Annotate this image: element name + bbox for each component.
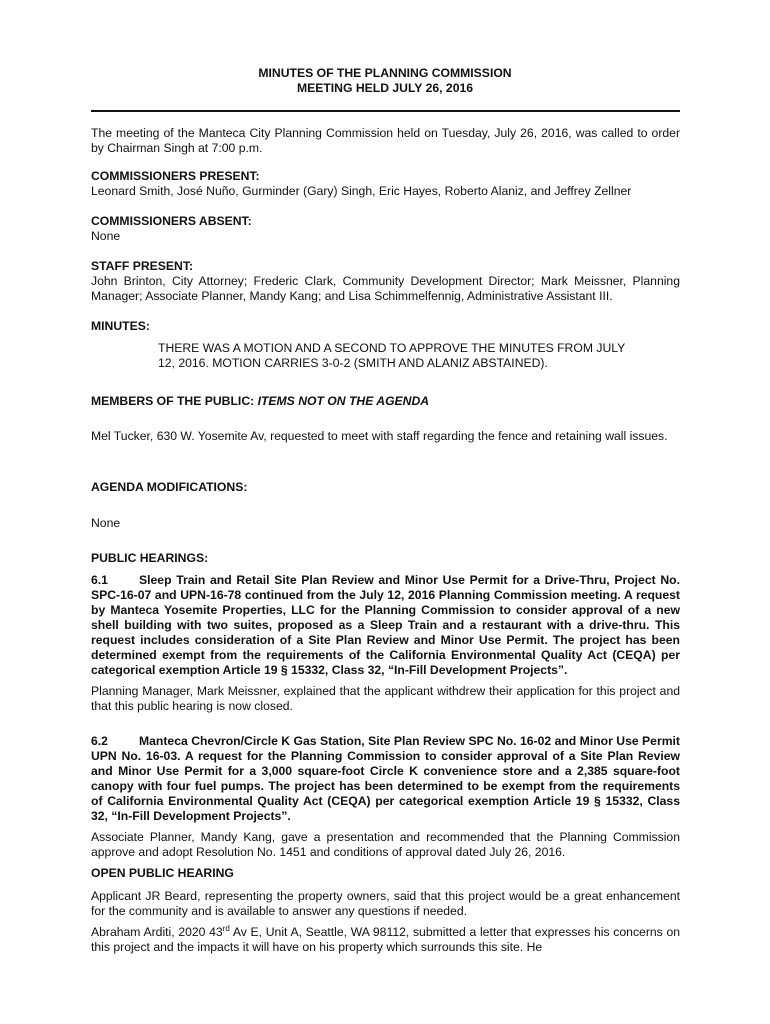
commissioners-absent-heading: COMMISSIONERS ABSENT: — [91, 214, 252, 228]
hearing-item-number: 6.1 — [91, 573, 108, 587]
paragraph-text: Av E, Unit A, Seattle, WA 98112, submitted a letter that expresses his concerns on this project and the impacts it will have on his property which surrounds this site. He — [91, 925, 681, 954]
intro-paragraph: The meeting of the Manteca City Planning Commission held on Tuesday, July 26, 2016, was called to order by Chairman Singh at 7:00 p.m. — [91, 126, 680, 155]
commissioners-present-heading: COMMISSIONERS PRESENT: — [91, 169, 260, 183]
commissioners-absent-text: None — [91, 229, 121, 243]
agenda-modifications-text: None — [91, 516, 121, 530]
title-line-2: MEETING HELD JULY 26, 2016 — [296, 81, 474, 95]
public-comment: Mel Tucker, 630 W. Yosemite Av, requested to meet with staff regarding the fence and retaining wall issues. — [91, 429, 668, 443]
paragraph-text: Abraham Arditi, 2020 43 — [91, 925, 223, 939]
commissioners-absent-section — [91, 214, 680, 244]
hearing-item-description: Sleep Train and Retail Site Plan Review and Minor Use Permit for a Drive-Thru, Project No. SPC-16-07 and UPN-16-78 continued from the July 12, 2016 Planning Commission meeting. A request by Manteca Yosemite Properties, LLC for the Planning Commission to consider approval of a new shell building with two suites, proposed as a Sleep Train and a restaurant with a drive-thru. This request includes consideration of a Site Plan Review and Minor Use Permit. The project has been determined exempt from the requirements of the California Environmental Quality Act (CEQA) per categorical exemption Article 19 § 15332, Class 32, “In-Fill Development Projects”. — [91, 573, 680, 677]
hearing-item-number: 6.2 — [91, 734, 108, 748]
staff-present-text: John Brinton, City Attorney; Frederic Clark, Community Development Director; Mark Meissner, Planning Manager; Associate Planner, Mandy Kang; and Lisa Schimmelfennig, Administrative Assistant III. — [91, 274, 680, 303]
public-hearings-heading: PUBLIC HEARINGS: — [91, 551, 209, 565]
commissioners-present-section — [91, 169, 680, 199]
staff-present-section — [91, 259, 680, 304]
agenda-modifications-heading: AGENDA MODIFICATIONS: — [91, 480, 248, 494]
ordinal-suffix: rd — [222, 923, 230, 933]
open-hearing-heading: OPEN PUBLIC HEARING — [91, 866, 234, 880]
title-line-1: MINUTES OF THE PLANNING COMMISSION — [258, 66, 512, 80]
minutes-heading: MINUTES: — [91, 319, 150, 333]
public-heading — [91, 394, 680, 409]
hearing-item-6-2 — [91, 734, 680, 824]
public-heading-italic: ITEMS NOT ON THE AGENDA — [257, 394, 430, 408]
hearing-item-description: Manteca Chevron/Circle K Gas Station, Site Plan Review SPC No. 16-02 and Minor Use Permit UPN No. 16-03. A request for the Planning Commission to consider approval of a Site Plan Review and Minor Use Permit for a 3,000 square-foot Circle K convenience store and a 2,385 square-foot canopy with four fuel pumps. The project has been determined to be exempt from the requirements of California Environmental Quality Act (CEQA) per categorical exemption Article 19 § 15332, Class 32, “In-Fill Development Projects”. — [91, 734, 680, 823]
hearing-item-6-1 — [91, 573, 680, 678]
hearing-6-2-note: Associate Planner, Mandy Kang, gave a presentation and recommended that the Planning Commission approve and adopt Resolution No. 1451 and conditions of approval dated July 26, 2016. — [91, 830, 680, 859]
staff-present-heading: STAFF PRESENT: — [91, 259, 194, 273]
public-heading-text: MEMBERS OF THE PUBLIC: — [91, 394, 258, 408]
title-divider — [91, 110, 680, 112]
open-hearing-paragraph-2 — [91, 925, 680, 955]
hearing-6-1-note: Planning Manager, Mark Meissner, explained that the applicant withdrew their application for this project and that this public hearing is now closed. — [91, 684, 680, 713]
page-title — [0, 66, 770, 96]
minutes-motion: THERE WAS A MOTION AND A SECOND TO APPROVE THE MINUTES FROM JULY 12, 2016. MOTION CARRIES 3-0-2 (SMITH AND ALANIZ ABSTAINED). — [158, 341, 626, 370]
open-hearing-paragraph-1: Applicant JR Beard, representing the property owners, said that this project would be a great enhancement for the community and is available to answer any questions if needed. — [91, 889, 680, 918]
commissioners-present-text: Leonard Smith, José Nuño, Gurminder (Gary) Singh, Eric Hayes, Roberto Alaniz, and Jeffrey Zellner — [91, 184, 632, 198]
